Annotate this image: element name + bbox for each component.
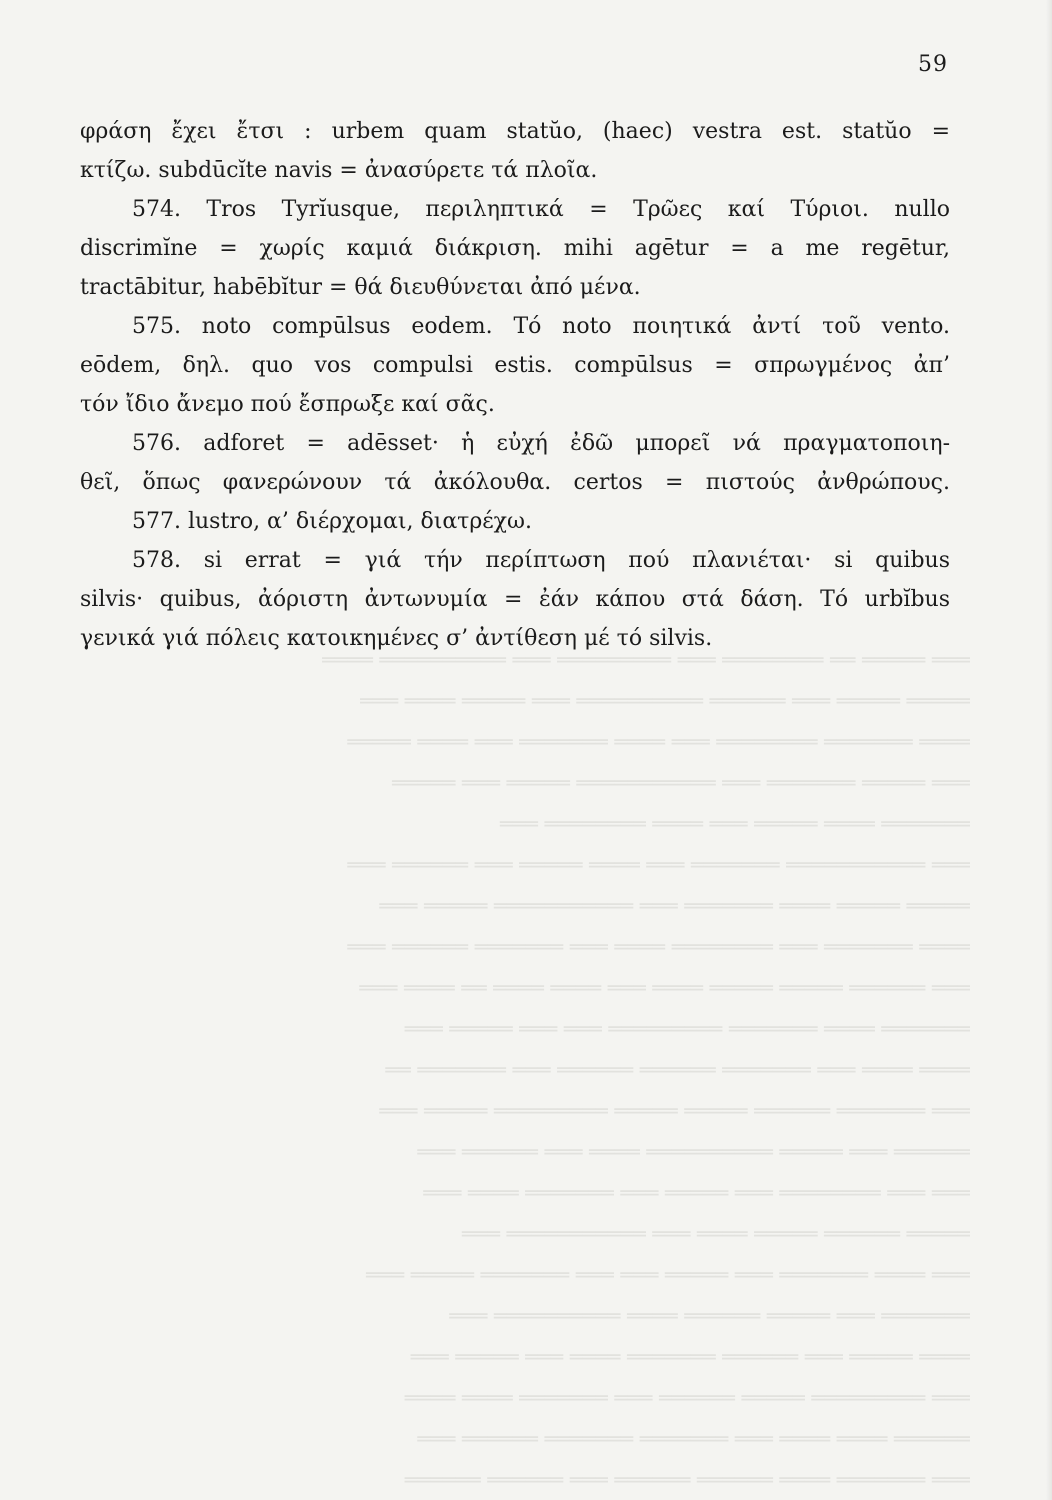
text-line: θεῖ, ὅπως φανερώνουν τά ἀκόλουθα. certos = πιστούς ἀνθρώπους. bbox=[80, 470, 950, 495]
text-line: 577. lustro, α’ διέρχομαι, διατρέχω. bbox=[132, 509, 532, 534]
text-line: φράση ἔχει ἔτσι : urbem quam statŭo, (haec) vestra est. statŭo = bbox=[80, 119, 950, 144]
text-line: κτίζω. subdūcĭte navis = ἀνασύρετε τά πλοῖα. bbox=[80, 158, 598, 183]
text-line: 575. noto compūlsus eodem. Τό noto ποιητικά ἀντί τοῦ vento. bbox=[132, 314, 950, 339]
text-line: 574. Tros Tyrĭusque, περιληπτικά = Τρῶες καί Τύριοι. nullo bbox=[132, 197, 950, 222]
text-line: 578. si errat = γιά τήν περίπτωση πού πλανιέται· si quibus bbox=[132, 548, 950, 573]
commentary-text bbox=[80, 112, 950, 658]
text-line: τόν ἴδιο ἄνεμο πού ἔσπρωξε καί σᾶς. bbox=[80, 392, 495, 417]
page-number: 59 bbox=[918, 52, 948, 77]
text-line: eōdem, δηλ. quo vos compulsi estis. compūlsus = σπρωγμένος ἀπ’ bbox=[80, 353, 950, 378]
text-line: discrimĭne = χωρίς καμιά διάκριση. mihi agētur = a me regētur, bbox=[80, 236, 950, 261]
text-line: 576. adforet = adēsset· ἡ εὐχή ἐδῶ μπορεῖ νά πραγματοποιη- bbox=[132, 431, 950, 456]
page-edge-shadow bbox=[1046, 0, 1052, 1500]
text-line: silvis· quibus, ἀόριστη ἀντωνυμία = ἐάν κάπου στά δάση. Τό urbĭbus bbox=[80, 587, 950, 612]
text-line: tractābitur, habēbĭtur = θά διευθύνεται ἀπό μένα. bbox=[80, 275, 641, 300]
text-line: γενικά γιά πόλεις κατοικημένες σ’ ἀντίθεση μέ τό silvis. bbox=[80, 626, 713, 651]
bleed-through-texture: ═══ ═════ ══ ════════ ═══ ═════════ ═══ ══════════ ════ ═════ ═════ ═══ ══════ ══════════ ═══ ═════ ════ ═══ ════ ═══════ ════════ ═══ ════ ═══════ ═══ ════ ═════ ═══ ═════ ═══════ ═══ ═══════════ ═════ ═══ ═════ ═══════ ════ ═════ ═══ ════ ════════ ═══ ═══ ═══════════ ═══════ ═══ ════ ═════ ═══ ══════ ═══ ═════ ═════ ════ ═══════ ═══ ═══════════ ═════ ═══ ════ ═══════ ═══ ════════ ════ ═══ ═══════ ══════ ═══ ═══ ══════ ═════ ═════ ════ ═══ ════ ════ ══ ════ ═══ ═══════ ════ ═══════ ═════════ ═══ ═══ ═════ ═══ ════ ════ ═══ ═══════ ══════ ══════ ═══ ═══════ ══ ═══ ═══════ ══════ ═════ ═════ ═════════ ═════ ═══ ══════ ═══ ═════ ══════════ ════ ═══ ══════ ═══ ═══ ═══ ════════ ═══ ═════ ═══ ═══════ ════ ═══ ═════ ══════ ═════ ════ ═══ ═══════════ ═══ ═══ ════ ═══════ ═══ ═════ ═══ ═══ ═══════ ═════ ═══ ═══════ ═══ ═════ ══════ ════ ══════════ ═══ ════ ═════ ═══ ══════ ═══════ ════ ═══ ═════ ═══ ═══ ═════════ ═════ ══════ ═══ ═══════ ════ ════ ══════ ════ ════ ═══ ═══════ ═══════ ══════ ═══ ═══ ═══════ ════ ══════ ══════ ═══ ══════ ══════ bbox=[322, 648, 970, 1492]
